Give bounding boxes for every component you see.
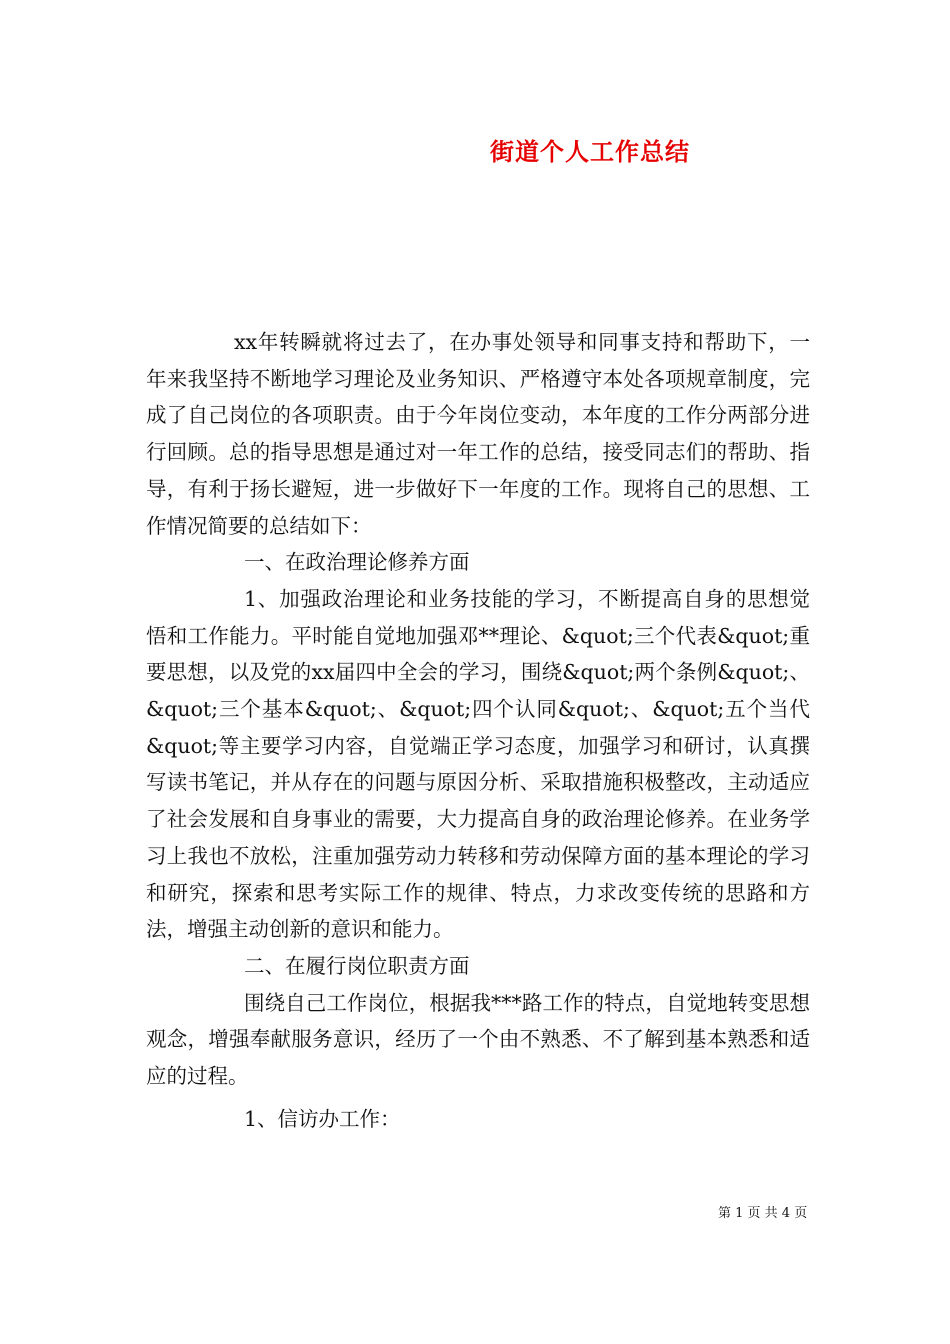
intro-paragraph: xx年转瞬就将过去了，在办事处领导和同事支持和帮助下，一年来我坚持不断地学习理论及业务知识、严格遵守本处各项规章制度，完成了自己岗位的各项职责。由于今年岗位变动，本年度的工作分两部分进行回顾。总的指导思想是通过对一年工作的总结，接受同志们的帮助、指导，有利于扬长避短，进一步做好下一年度的工作。现将自己的思想、工作情况简要的总结如下： [146, 330, 810, 538]
section-1-paragraph: 1、加强政治理论和业务技能的学习，不断提高自身的思想觉悟和工作能力。平时能自觉地加强邓**理论、&quot;三个代表&quot;重要思想，以及党的xx届四中全会的学习，围绕&quot;两个条例&quot;、&quot;三个基本&quot;、&quot;四个认同&quot;、&quot;五个当代&quot;等主要学习内容，自觉端正学习态度，加强学习和研讨，认真撰写读书笔记，并从存在的问题与原因分析、采取措施积极整改，主动适应了社会发展和自身事业的需要，大力提高自身的政治理论修养。在业务学习上我也不放松，注重加强劳动力转移和劳动保障方面的基本理论的学习和研究，探索和思考实际工作的规律、特点，力求改变传统的思路和方法，增强主动创新的意识和能力。 [146, 586, 810, 942]
section-2-paragraph: 围绕自己工作岗位，根据我***路工作的特点，自觉地转变思想观念，增强奉献服务意识，经历了一个由不熟悉、不了解到基本熟悉和适应的过程。 [146, 990, 810, 1089]
section-heading-2: 二、在履行岗位职责方面 [244, 953, 470, 978]
section-heading-1: 一、在政治理论修养方面 [244, 550, 470, 575]
subsection-heading: 1、信访办工作： [244, 1106, 401, 1131]
document-title: 街道个人工作总结 [490, 138, 690, 166]
document-body [146, 324, 810, 1137]
page-number-footer: 第 1 页 共 4 页 [718, 1206, 808, 1221]
